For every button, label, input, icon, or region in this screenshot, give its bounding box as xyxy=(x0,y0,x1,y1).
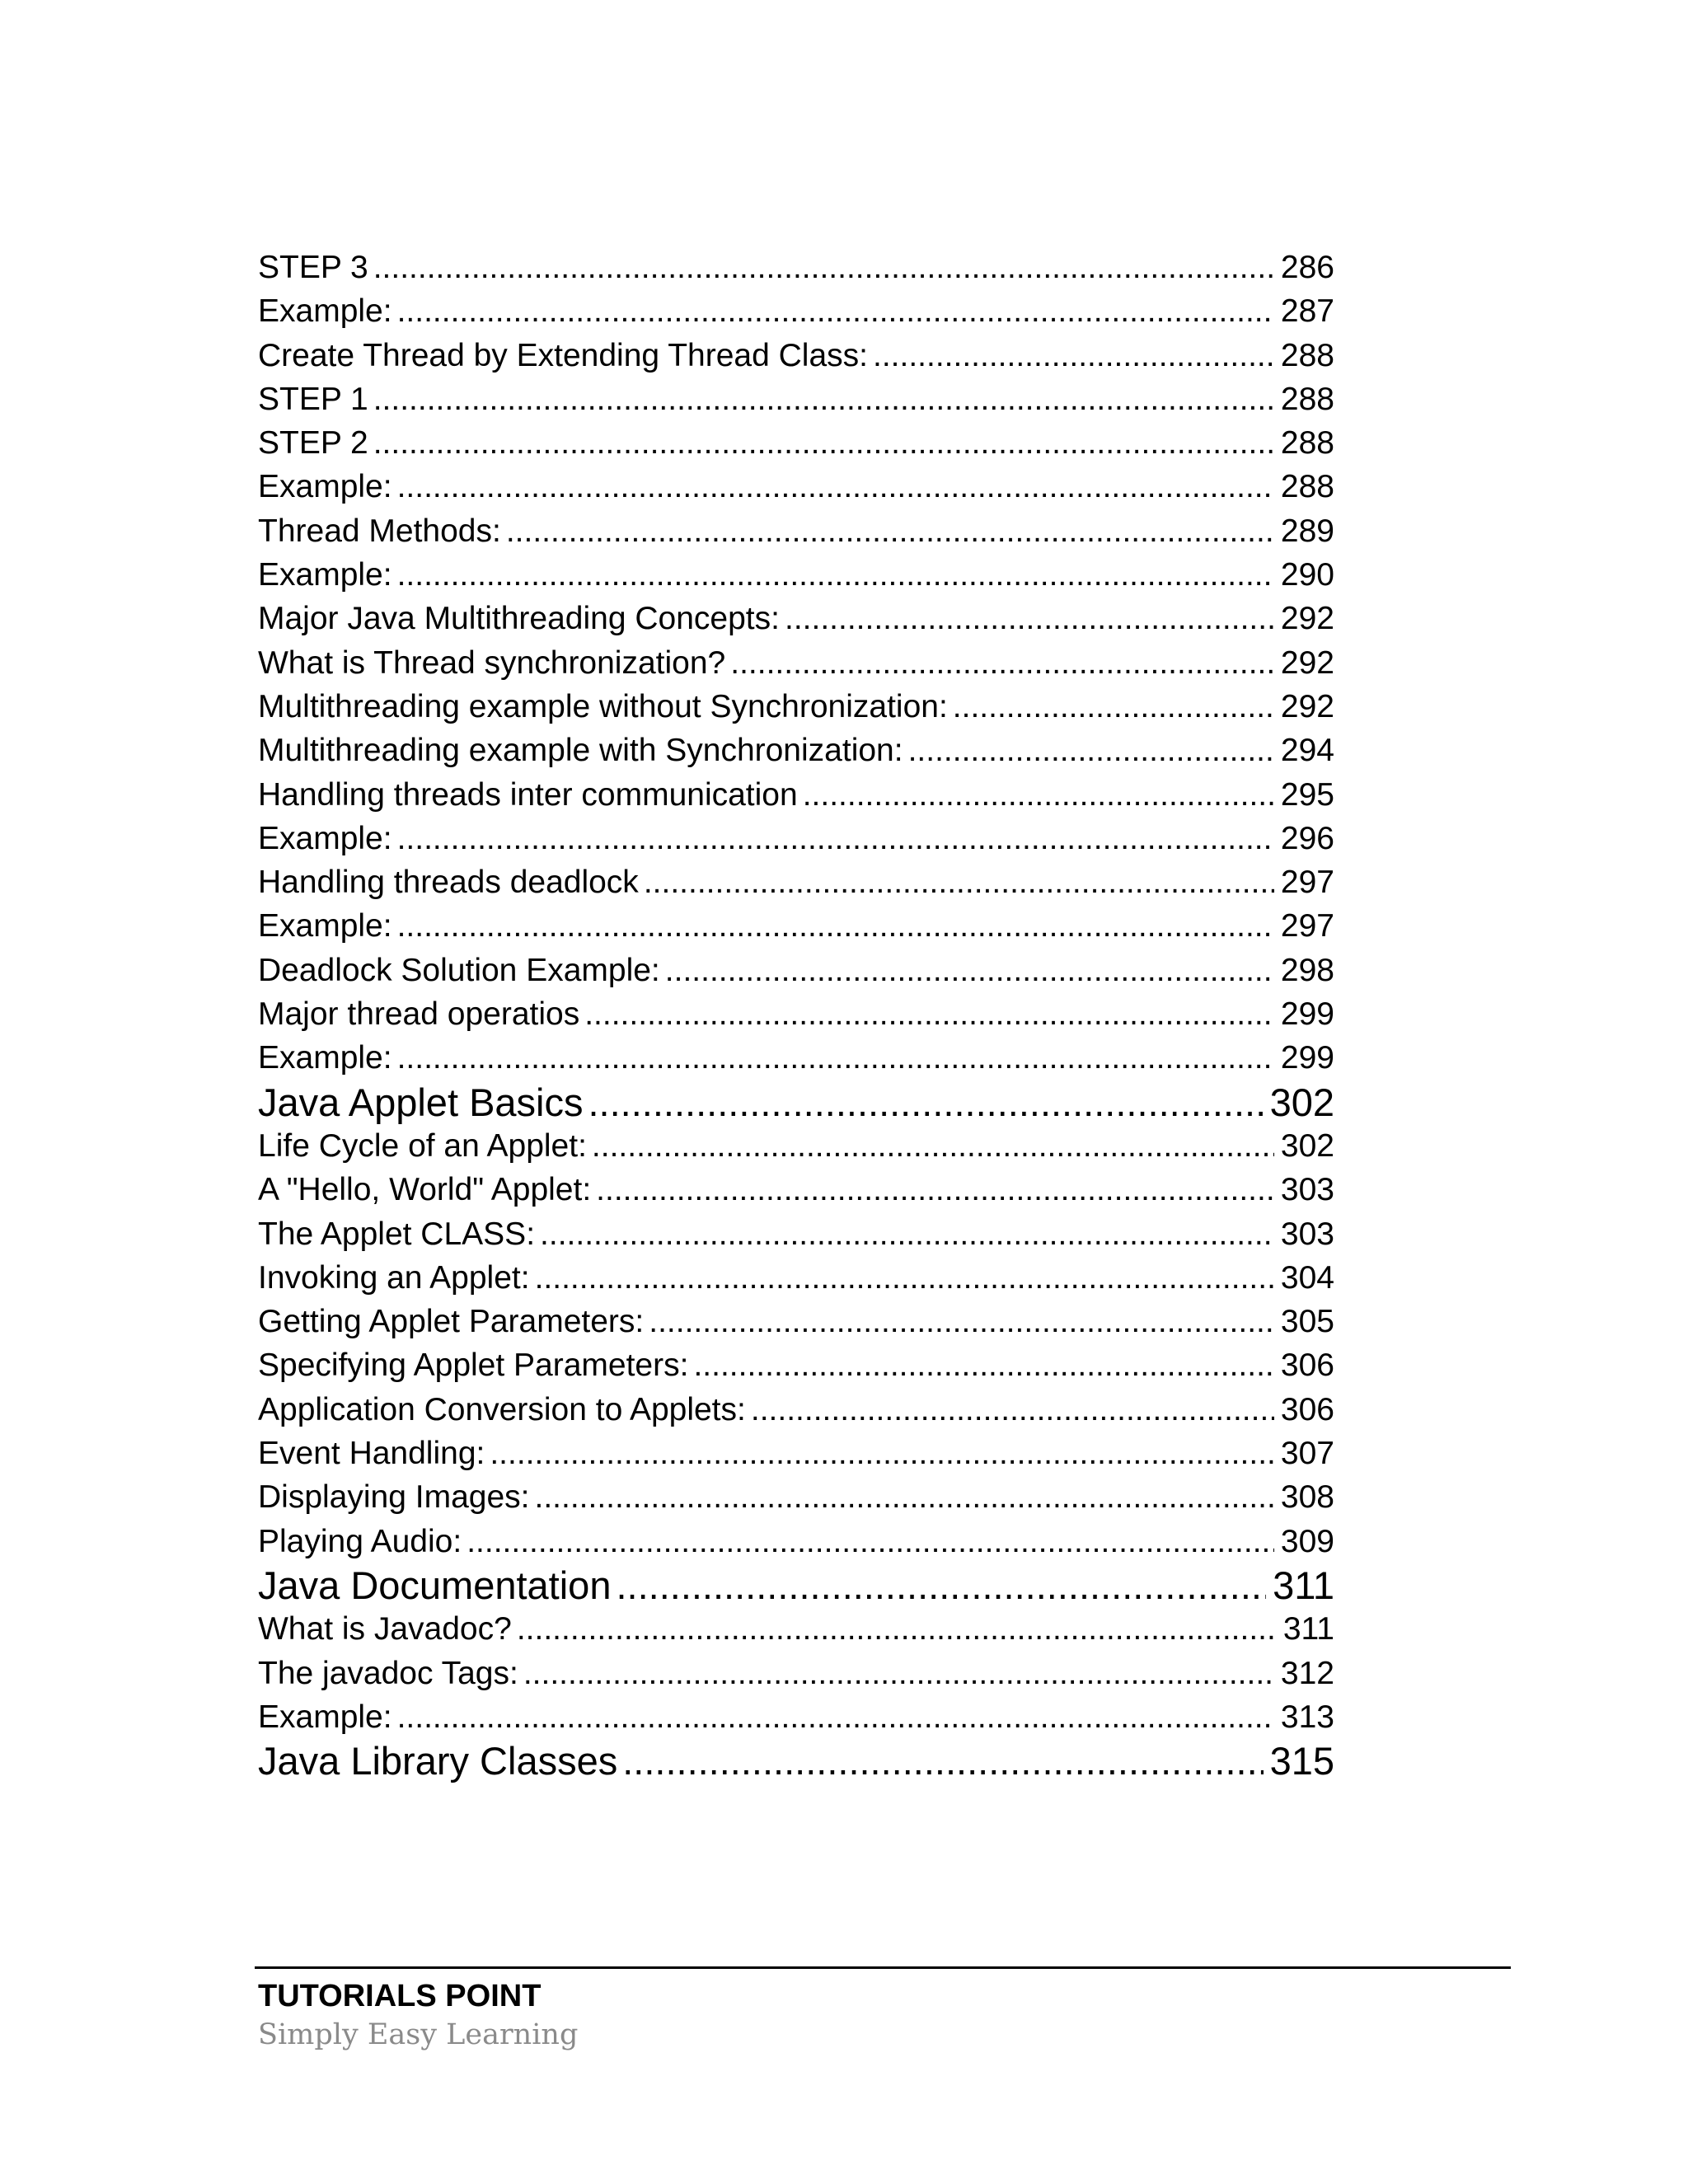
footer-tagline: Simply Easy Learning xyxy=(258,2018,579,2051)
toc-dot-leader xyxy=(730,641,1274,685)
toc-entry[interactable] xyxy=(258,773,1334,817)
toc-entry-page-number: 313 xyxy=(1280,1699,1334,1735)
toc-entry-title: Major thread operatios xyxy=(258,996,580,1033)
toc-entry[interactable] xyxy=(258,1607,1334,1651)
toc-entry[interactable] xyxy=(258,1036,1334,1080)
toc-dot-leader xyxy=(803,773,1274,817)
toc-dot-leader xyxy=(397,817,1274,860)
table-of-contents xyxy=(258,246,1334,1783)
toc-entry-page-number: 304 xyxy=(1280,1259,1334,1296)
toc-entry-page-number: 288 xyxy=(1280,381,1334,417)
toc-chapter-entry[interactable] xyxy=(258,1739,1334,1783)
toc-entry-page-number: 299 xyxy=(1280,996,1334,1033)
toc-entry-page-number: 292 xyxy=(1280,688,1334,724)
toc-entry[interactable] xyxy=(258,641,1334,685)
toc-dot-leader xyxy=(873,334,1274,377)
toc-dot-leader xyxy=(622,1739,1263,1783)
toc-entry-title: Multithreading example without Synchronization: xyxy=(258,688,948,724)
toc-entry-title: Getting Applet Parameters: xyxy=(258,1304,645,1340)
footer-divider xyxy=(255,1966,1511,1969)
toc-entry[interactable] xyxy=(258,1388,1334,1432)
toc-entry-title: Example: xyxy=(258,557,392,593)
toc-entry[interactable] xyxy=(258,377,1334,421)
toc-entry-title: Displaying Images: xyxy=(258,1479,530,1516)
toc-entry-title: Java Applet Basics xyxy=(258,1080,584,1124)
toc-dot-leader xyxy=(785,597,1274,640)
toc-entry-page-number: 311 xyxy=(1273,1563,1334,1607)
footer-brand: TUTORIALS POINT xyxy=(258,1979,542,2013)
toc-dot-leader xyxy=(373,246,1274,289)
toc-entry-page-number: 294 xyxy=(1280,733,1334,769)
toc-entry-title: Major Java Multithreading Concepts: xyxy=(258,601,780,637)
toc-entry[interactable] xyxy=(258,553,1334,597)
toc-entry-page-number: 306 xyxy=(1280,1347,1334,1384)
toc-entry-page-number: 287 xyxy=(1280,293,1334,330)
toc-entry-page-number: 296 xyxy=(1280,820,1334,856)
toc-dot-leader xyxy=(908,729,1274,772)
toc-dot-leader xyxy=(467,1520,1274,1563)
toc-entry-title: Java Documentation xyxy=(258,1563,612,1607)
toc-entry[interactable] xyxy=(258,904,1334,948)
toc-entry-page-number: 288 xyxy=(1280,425,1334,462)
toc-dot-leader xyxy=(373,377,1274,421)
toc-dot-leader xyxy=(693,1343,1273,1387)
toc-entry[interactable] xyxy=(258,1343,1334,1387)
toc-entry-title: Example: xyxy=(258,469,392,505)
toc-entry-page-number: 295 xyxy=(1280,776,1334,813)
toc-dot-leader xyxy=(592,1124,1274,1168)
toc-entry-page-number: 290 xyxy=(1280,557,1334,593)
toc-entry-title: A "Hello, World" Applet: xyxy=(258,1172,592,1208)
toc-entry[interactable] xyxy=(258,817,1334,860)
toc-entry-title: Handling threads inter communication xyxy=(258,776,798,813)
toc-entry-page-number: 297 xyxy=(1280,908,1334,944)
toc-entry-page-number: 306 xyxy=(1280,1391,1334,1427)
toc-dot-leader xyxy=(490,1432,1274,1475)
toc-dot-leader xyxy=(540,1212,1274,1256)
toc-entry[interactable] xyxy=(258,289,1334,333)
toc-entry-page-number: 302 xyxy=(1280,1127,1334,1164)
toc-entry-title: The javadoc Tags: xyxy=(258,1655,518,1691)
toc-entry[interactable] xyxy=(258,334,1334,377)
toc-entry-page-number: 312 xyxy=(1280,1655,1334,1691)
toc-entry[interactable] xyxy=(258,1475,1334,1519)
toc-entry[interactable] xyxy=(258,1256,1334,1300)
toc-dot-leader xyxy=(665,949,1274,992)
toc-dot-leader xyxy=(523,1652,1274,1695)
toc-entry-title: STEP 3 xyxy=(258,250,368,285)
toc-entry-page-number: 298 xyxy=(1280,952,1334,988)
toc-entry-title: Deadlock Solution Example: xyxy=(258,952,660,988)
toc-entry-title: Example: xyxy=(258,820,392,856)
toc-entry-title: Application Conversion to Applets: xyxy=(258,1391,746,1427)
toc-entry[interactable] xyxy=(258,597,1334,640)
toc-entry-page-number: 305 xyxy=(1280,1304,1334,1340)
toc-dot-leader xyxy=(588,1080,1264,1124)
toc-entry-title: What is Thread synchronization? xyxy=(258,644,726,681)
toc-entry[interactable] xyxy=(258,860,1334,904)
toc-entry[interactable] xyxy=(258,1520,1334,1563)
toc-dot-leader xyxy=(397,904,1274,948)
toc-entry-page-number: 307 xyxy=(1280,1436,1334,1472)
toc-entry[interactable] xyxy=(258,1652,1334,1695)
toc-entry-page-number: 311 xyxy=(1282,1611,1334,1647)
toc-entry[interactable] xyxy=(258,509,1334,553)
toc-entry-page-number: 288 xyxy=(1280,337,1334,373)
toc-dot-leader xyxy=(506,509,1274,553)
toc-entry-page-number: 289 xyxy=(1280,513,1334,549)
toc-entry[interactable] xyxy=(258,421,1334,465)
toc-dot-leader xyxy=(649,1300,1274,1343)
toc-entry-page-number: 286 xyxy=(1280,250,1334,285)
toc-entry[interactable] xyxy=(258,246,1334,289)
toc-entry-title: Specifying Applet Parameters: xyxy=(258,1347,689,1384)
toc-entry-page-number: 288 xyxy=(1280,469,1334,505)
toc-dot-leader xyxy=(596,1168,1274,1212)
toc-entry-page-number: 292 xyxy=(1280,644,1334,681)
toc-entry-page-number: 315 xyxy=(1269,1739,1334,1783)
toc-entry[interactable] xyxy=(258,1212,1334,1256)
toc-dot-leader xyxy=(397,465,1274,509)
toc-dot-leader xyxy=(397,553,1274,597)
toc-entry-page-number: 302 xyxy=(1269,1080,1334,1124)
toc-chapter-entry[interactable] xyxy=(258,1080,1334,1124)
toc-entry[interactable] xyxy=(258,685,1334,729)
toc-dot-leader xyxy=(953,685,1274,729)
toc-entry-title: Thread Methods: xyxy=(258,513,501,549)
toc-entry-title: Example: xyxy=(258,1699,392,1735)
toc-entry[interactable] xyxy=(258,1300,1334,1343)
toc-chapter-entry[interactable] xyxy=(258,1563,1334,1607)
toc-entry-title: What is Javadoc? xyxy=(258,1611,512,1647)
toc-entry[interactable] xyxy=(258,465,1334,509)
toc-entry-title: Java Library Classes xyxy=(258,1739,618,1783)
toc-dot-leader xyxy=(534,1475,1273,1519)
toc-dot-leader xyxy=(397,1695,1274,1739)
toc-entry[interactable] xyxy=(258,1695,1334,1739)
toc-entry-title: STEP 2 xyxy=(258,425,368,462)
toc-dot-leader xyxy=(535,1256,1274,1300)
toc-dot-leader xyxy=(584,992,1274,1036)
toc-entry-page-number: 297 xyxy=(1280,865,1334,901)
toc-entry-title: Playing Audio: xyxy=(258,1523,462,1559)
toc-entry[interactable] xyxy=(258,1432,1334,1475)
toc-entry-title: Create Thread by Extending Thread Class: xyxy=(258,337,868,373)
toc-entry-page-number: 309 xyxy=(1280,1523,1334,1559)
toc-entry-title: Multithreading example with Synchronization: xyxy=(258,733,903,769)
toc-entry-page-number: 292 xyxy=(1280,601,1334,637)
toc-entry-page-number: 308 xyxy=(1280,1479,1334,1516)
toc-entry-title: Example: xyxy=(258,1040,392,1076)
toc-entry-title: Example: xyxy=(258,293,392,330)
toc-entry[interactable] xyxy=(258,1124,1334,1168)
toc-entry-page-number: 303 xyxy=(1280,1216,1334,1252)
toc-entry-title: Event Handling: xyxy=(258,1436,485,1472)
toc-dot-leader xyxy=(397,289,1274,333)
toc-dot-leader xyxy=(397,1036,1274,1080)
toc-entry-title: Handling threads deadlock xyxy=(258,865,639,901)
toc-entry-page-number: 299 xyxy=(1280,1040,1334,1076)
toc-entry-title: The Applet CLASS: xyxy=(258,1216,536,1252)
toc-entry-title: Invoking an Applet: xyxy=(258,1259,530,1296)
toc-entry-title: STEP 1 xyxy=(258,381,368,417)
toc-entry[interactable] xyxy=(258,992,1334,1036)
toc-dot-leader xyxy=(644,860,1274,904)
toc-dot-leader xyxy=(751,1388,1274,1432)
toc-entry-page-number: 303 xyxy=(1280,1172,1334,1208)
toc-entry-title: Example: xyxy=(258,908,392,944)
toc-entry-title: Life Cycle of an Applet: xyxy=(258,1127,587,1164)
toc-dot-leader xyxy=(616,1563,1266,1607)
toc-dot-leader xyxy=(373,421,1274,465)
toc-entry[interactable] xyxy=(258,1168,1334,1212)
toc-dot-leader xyxy=(517,1607,1277,1651)
toc-entry[interactable] xyxy=(258,949,1334,992)
toc-entry[interactable] xyxy=(258,729,1334,772)
